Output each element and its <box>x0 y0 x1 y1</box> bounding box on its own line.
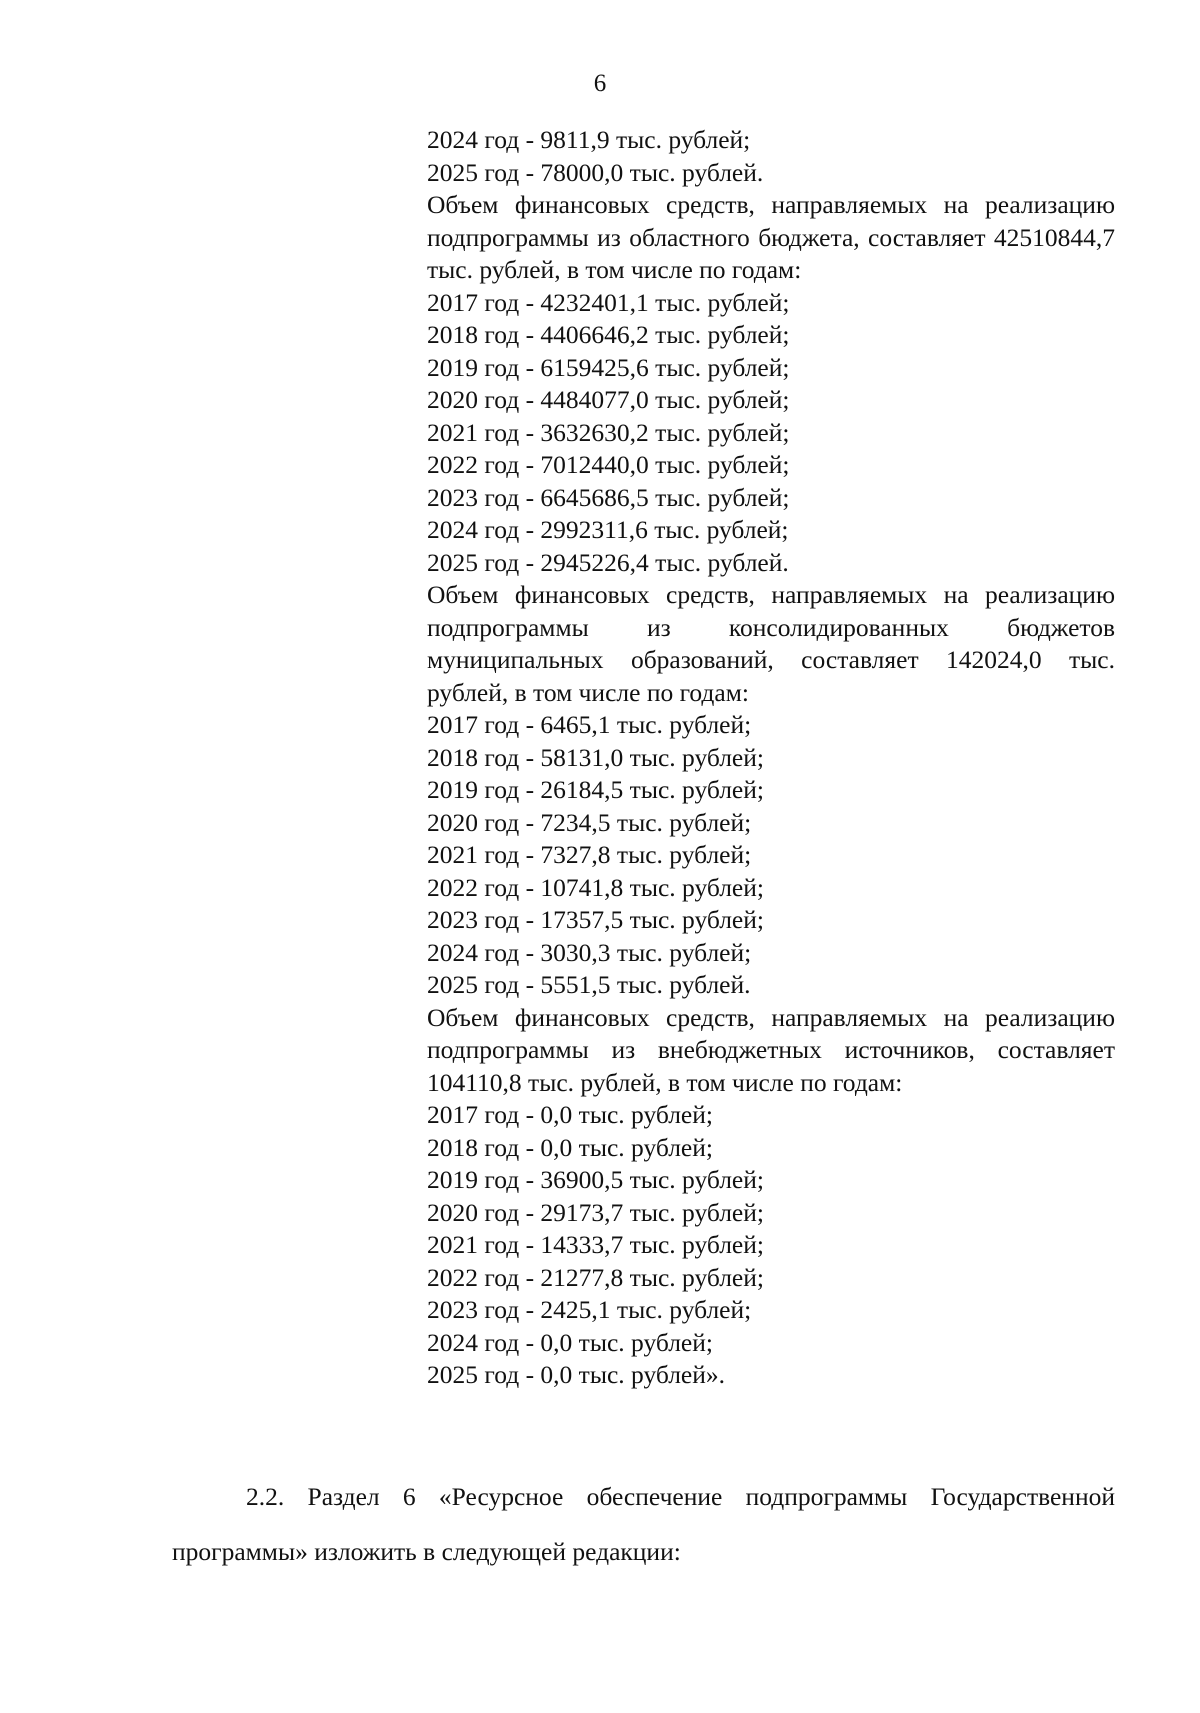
amendment-line-2: программы» изложить в следующей редакции: <box>172 1537 681 1566</box>
extrabudgetary-year-line: 2020 год - 29173,7 тыс. рублей; <box>427 1197 764 1227</box>
municipal-year-line: 2017 год - 6465,1 тыс. рублей; <box>427 710 752 739</box>
municipal-year-line: 2025 год - 5551,5 тыс. рублей. <box>427 970 751 999</box>
extrabudgetary-year-line: 2025 год - 0,0 тыс. рублей». <box>427 1360 726 1389</box>
amendment-clause <box>172 1481 1115 1568</box>
regional-year-line: 2020 год - 4484077,0 тыс. рублей; <box>427 385 790 414</box>
regional-year-line: 2017 год - 4232401,1 тыс. рублей; <box>427 287 790 317</box>
page-number: 6 <box>593 70 607 97</box>
extrabudgetary-year-line: 2017 год - 0,0 тыс. рублей; <box>427 1100 713 1129</box>
regional-year-line: 2019 год - 6159425,6 тыс. рублей; <box>427 352 790 382</box>
municipal-year-line: 2024 год - 3030,3 тыс. рублей; <box>427 937 752 967</box>
extrabudgetary-year-line: 2022 год - 21277,8 тыс. рублей; <box>427 1262 764 1292</box>
extrabudgetary-paragraph: Объем финансовых средств, направляемых на реализацию подпрограммы из внебюджетных источников, составляет 104110,8 тыс. рублей, в том числе по годам: <box>427 1002 1115 1097</box>
regional-year-line: 2025 год - 2945226,4 тыс. рублей. <box>427 547 789 577</box>
regional-year-line: 2022 год - 7012440,0 тыс. рублей; <box>427 450 790 479</box>
regional-year-line: 2023 год - 6645686,5 тыс. рублей; <box>427 482 790 512</box>
document-body <box>427 124 1115 1392</box>
municipal-year-line: 2022 год - 10741,8 тыс. рублей; <box>427 872 764 902</box>
municipal-year-line: 2019 год - 26184,5 тыс. рублей; <box>427 775 764 804</box>
intro-line-2024: 2024 год - 9811,9 тыс. рублей; <box>427 125 751 154</box>
municipal-budget-paragraph: Объем финансовых средств, направляемых на реализацию подпрограммы из консолидированных бюджетов муниципальных образований, составляет 142024,0 тыс. рублей, в том числе по годам: <box>427 580 1115 707</box>
regional-year-line: 2024 год - 2992311,6 тыс. рублей; <box>427 515 789 544</box>
regional-year-line: 2021 год - 3632630,2 тыс. рублей; <box>427 417 790 447</box>
regional-budget-paragraph: Объем финансовых средств, направляемых на реализацию подпрограммы из областного бюджета, составляет 42510844,7 тыс. рублей, в том числе по годам: <box>427 190 1115 284</box>
intro-line-2025: 2025 год - 78000,0 тыс. рублей. <box>427 157 764 187</box>
extrabudgetary-year-line: 2018 год - 0,0 тыс. рублей; <box>427 1132 713 1162</box>
municipal-year-line: 2021 год - 7327,8 тыс. рублей; <box>427 840 752 869</box>
extrabudgetary-year-line: 2021 год - 14333,7 тыс. рублей; <box>427 1230 764 1259</box>
extrabudgetary-year-line: 2019 год - 36900,5 тыс. рублей; <box>427 1165 764 1194</box>
municipal-year-line: 2018 год - 58131,0 тыс. рублей; <box>427 742 764 772</box>
municipal-year-line: 2020 год - 7234,5 тыс. рублей; <box>427 807 752 837</box>
extrabudgetary-year-line: 2024 год - 0,0 тыс. рублей; <box>427 1327 713 1357</box>
extrabudgetary-year-line: 2023 год - 2425,1 тыс. рублей; <box>427 1295 752 1324</box>
municipal-year-line: 2023 год - 17357,5 тыс. рублей; <box>427 905 764 934</box>
amendment-line-1: 2.2. Раздел 6 «Ресурсное обеспечение подпрограммы Государственной <box>246 1482 1115 1511</box>
regional-year-line: 2018 год - 4406646,2 тыс. рублей; <box>427 320 790 349</box>
